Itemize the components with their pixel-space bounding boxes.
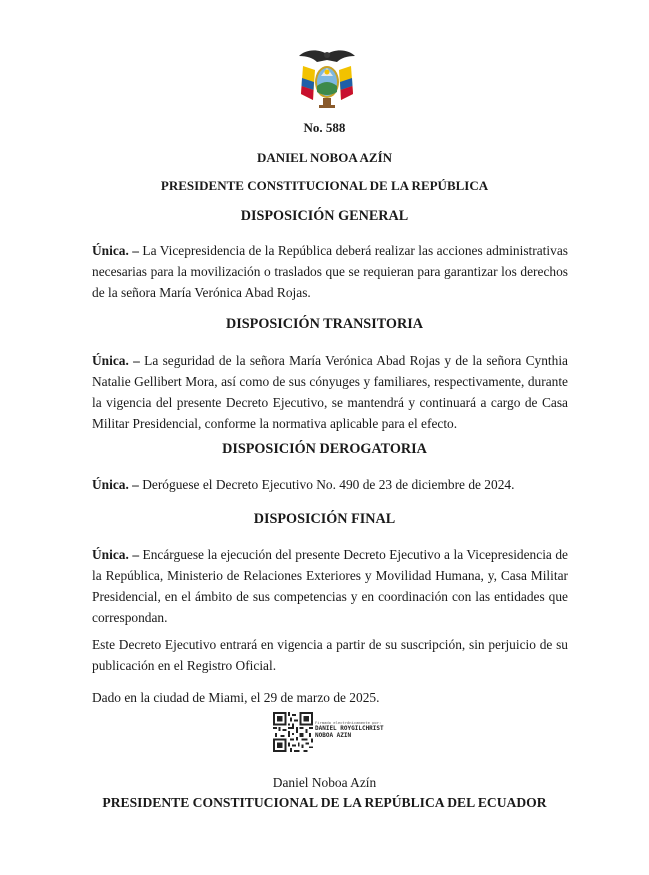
paragraph-text: La Vicepresidencia de la República deberá realizar las acciones administrativas necesarias para la movilización o traslados que se requieran para garantizar los derechos de la señora María Verónica Abad Rojas. <box>92 243 568 300</box>
effect-paragraph: Este Decreto Ejecutivo entrará en vigencia a partir de su suscripción, sin perjuicio de su publicación en el Registro Oficial. <box>92 637 568 673</box>
section-heading-final: DISPOSICIÓN FINAL <box>253 511 396 527</box>
signature-text <box>315 720 384 739</box>
paragraph-final <box>92 544 568 628</box>
paragraph-general <box>92 240 568 303</box>
signature-caption: Firmado electrónicamente por: <box>315 720 382 725</box>
ecuador-coat-of-arms-icon <box>297 48 357 110</box>
section-heading-derogatoria: DISPOSICIÓN DEROGATORIA <box>222 441 427 457</box>
paragraph-text: La seguridad de la señora María Verónica Abad Rojas y de la señora Cynthia Natalie Gellibert Mora, así como de sus cónyuges y familiares, respectivamente, durante la vigencia del presente Decreto Ejecutivo, se mantendrá y continuará a cargo de Casa Militar Presidencial, conforme la normativa aplicable para el efecto. <box>92 353 568 431</box>
paragraph-lead: Única. – <box>92 477 139 492</box>
paragraph-derogatoria <box>92 474 568 495</box>
signature-qr-code-icon <box>273 712 313 752</box>
paragraph-text: Encárguese la ejecución del presente Decreto Ejecutivo a la Vicepresidencia de la República, Ministerio de Relaciones Exteriores y Movilidad Humana, y, Casa Militar Presidencial, en el ámbito de sus competencias y en coordinación con las entidades que correspondan. <box>92 547 568 625</box>
signer-name: Daniel Noboa Azín <box>272 775 377 790</box>
decree-number: No. 588 <box>303 120 346 135</box>
electronic-signature <box>273 712 413 754</box>
paragraph-lead: Única. – <box>92 243 139 258</box>
paragraph-lead: Única. – <box>92 353 140 368</box>
signer-title: PRESIDENTE CONSTITUCIONAL DE LA REPÚBLICA DEL ECUADOR <box>102 795 547 810</box>
section-heading-general: DISPOSICIÓN GENERAL <box>240 208 409 224</box>
dated-line: Dado en la ciudad de Miami, el 29 de marzo de 2025. <box>92 690 380 705</box>
president-name: DANIEL NOBOA AZÍN <box>256 150 393 165</box>
signature-name-line2: NOBOA AZIN <box>315 732 352 739</box>
paragraph-text: Deróguese el Decreto Ejecutivo No. 490 de 23 de diciembre de 2024. <box>142 477 515 492</box>
paragraph-transitoria <box>92 350 568 434</box>
office-title: PRESIDENTE CONSTITUCIONAL DE LA REPÚBLICA <box>160 178 489 193</box>
signature-name-line1: DANIEL ROYGILCHRIST <box>315 725 384 732</box>
section-heading-transitoria: DISPOSICIÓN TRANSITORIA <box>226 316 423 332</box>
paragraph-lead: Única. – <box>92 547 140 562</box>
